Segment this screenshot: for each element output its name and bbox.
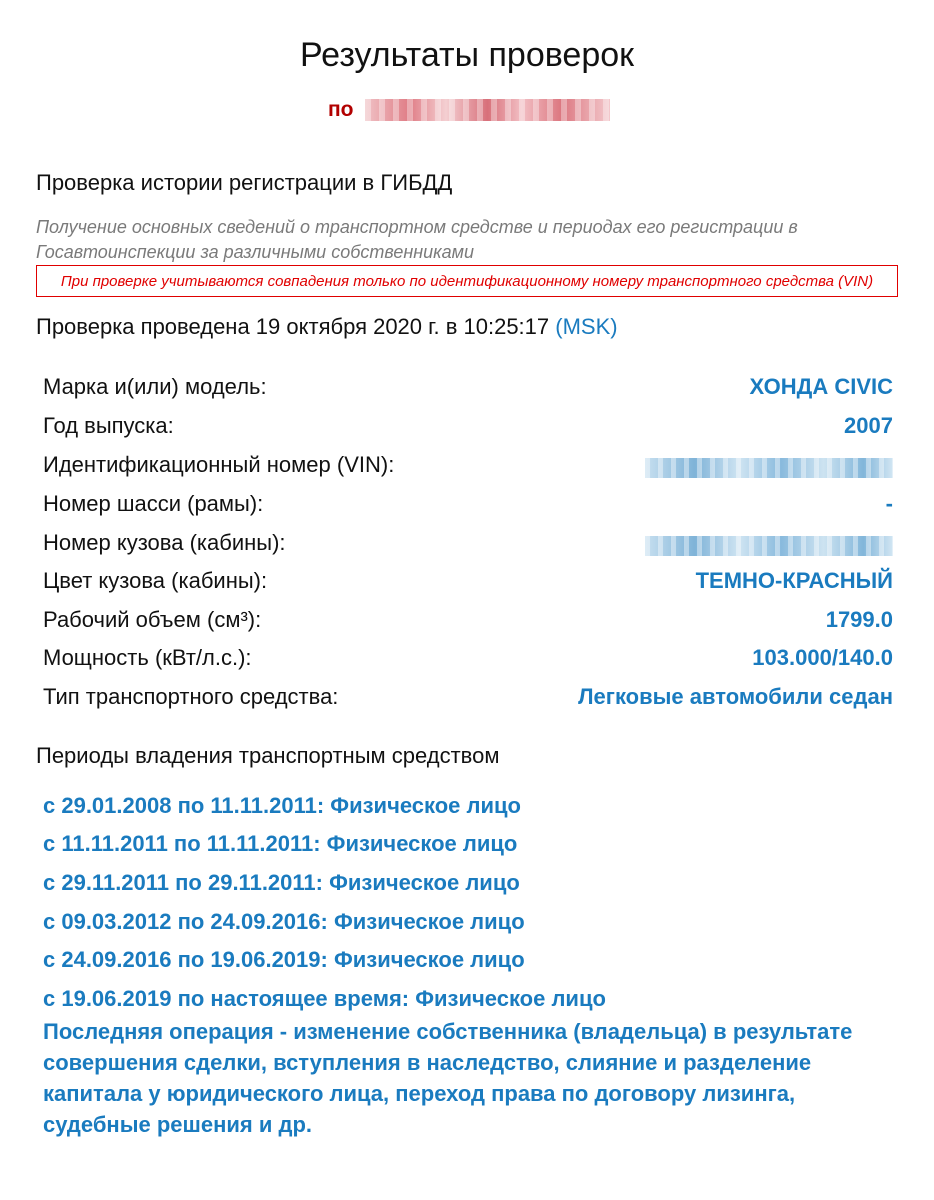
- row-chassis: [43, 491, 893, 529]
- power-label: Мощность (кВт/л.с.):: [43, 645, 252, 670]
- type-label: Тип транспортного средства:: [43, 684, 339, 709]
- page-title: Результаты проверок: [299, 36, 635, 74]
- year-label: Год выпуска:: [43, 413, 174, 438]
- vin-notice: [36, 265, 898, 297]
- year-value: 2007: [844, 413, 893, 438]
- color-label: Цвет кузова (кабины):: [43, 568, 268, 593]
- check-timestamp: [36, 314, 618, 340]
- vin-notice-text: При проверке учитываются совпадения только по идентификационному номеру транспортного средства (VIN): [60, 272, 874, 290]
- row-color: [43, 568, 893, 606]
- body-label: Номер кузова (кабины):: [43, 530, 286, 555]
- make-model-value: ХОНДА CIVIC: [749, 374, 893, 399]
- registration-description: Получение основных сведений о транспортном средстве и периодах его регистрации в Госавтоинспекции за различными собственниками: [36, 217, 798, 262]
- chassis-value: -: [885, 491, 893, 516]
- row-vin: [43, 452, 893, 490]
- ownership-period: с 19.06.2019 по настоящее время: Физическое лицо: [43, 986, 606, 1011]
- color-value: ТЕМНО-КРАСНЫЙ: [695, 568, 893, 593]
- last-operation: Последняя операция - изменение собственника (владельца) в результате совершения сделки, вступления в наследство, слияние и разделение капитала у юридического лица, переход права по договору лизинга, судебные решения и др.: [43, 1019, 853, 1137]
- power-value: 103.000/140.0: [752, 645, 893, 670]
- row-make-model: [43, 374, 893, 412]
- redacted-plate: [365, 99, 610, 121]
- ownership-period: с 09.03.2012 по 24.09.2016: Физическое лицо: [43, 909, 525, 934]
- ownership-period: с 24.09.2016 по 19.06.2019: Физическое лицо: [43, 947, 525, 972]
- volume-value: 1799.0: [825, 607, 893, 632]
- row-volume: [43, 607, 893, 645]
- make-model-label: Марка и(или) модель:: [43, 374, 267, 399]
- row-type: [43, 684, 893, 722]
- check-timestamp-text: Проверка проведена 19 октября 2020 г. в 10:25:17: [36, 314, 550, 339]
- subtitle-prefix: по: [328, 98, 354, 121]
- ownership-period: с 11.11.2011 по 11.11.2011: Физическое лицо: [43, 831, 518, 856]
- registration-section-title: Проверка истории регистрации в ГИБДД: [36, 170, 453, 195]
- type-value: Легковые автомобили седан: [578, 684, 893, 709]
- timezone-label: (MSK): [555, 314, 618, 339]
- ownership-period: с 29.11.2011 по 29.11.2011: Физическое лицо: [43, 870, 520, 895]
- volume-label: Рабочий объем (см³):: [43, 607, 262, 632]
- vin-label: Идентификационный номер (VIN):: [43, 452, 395, 477]
- chassis-label: Номер шасси (рамы):: [43, 491, 264, 516]
- row-year: [43, 413, 893, 451]
- vin-redacted: [645, 458, 893, 478]
- row-body: [43, 530, 893, 568]
- body-redacted: [645, 536, 893, 556]
- row-power: [43, 645, 893, 683]
- ownership-section-title: Периоды владения транспортным средством: [36, 743, 500, 768]
- ownership-period: с 29.01.2008 по 11.11.2011: Физическое лицо: [43, 793, 521, 818]
